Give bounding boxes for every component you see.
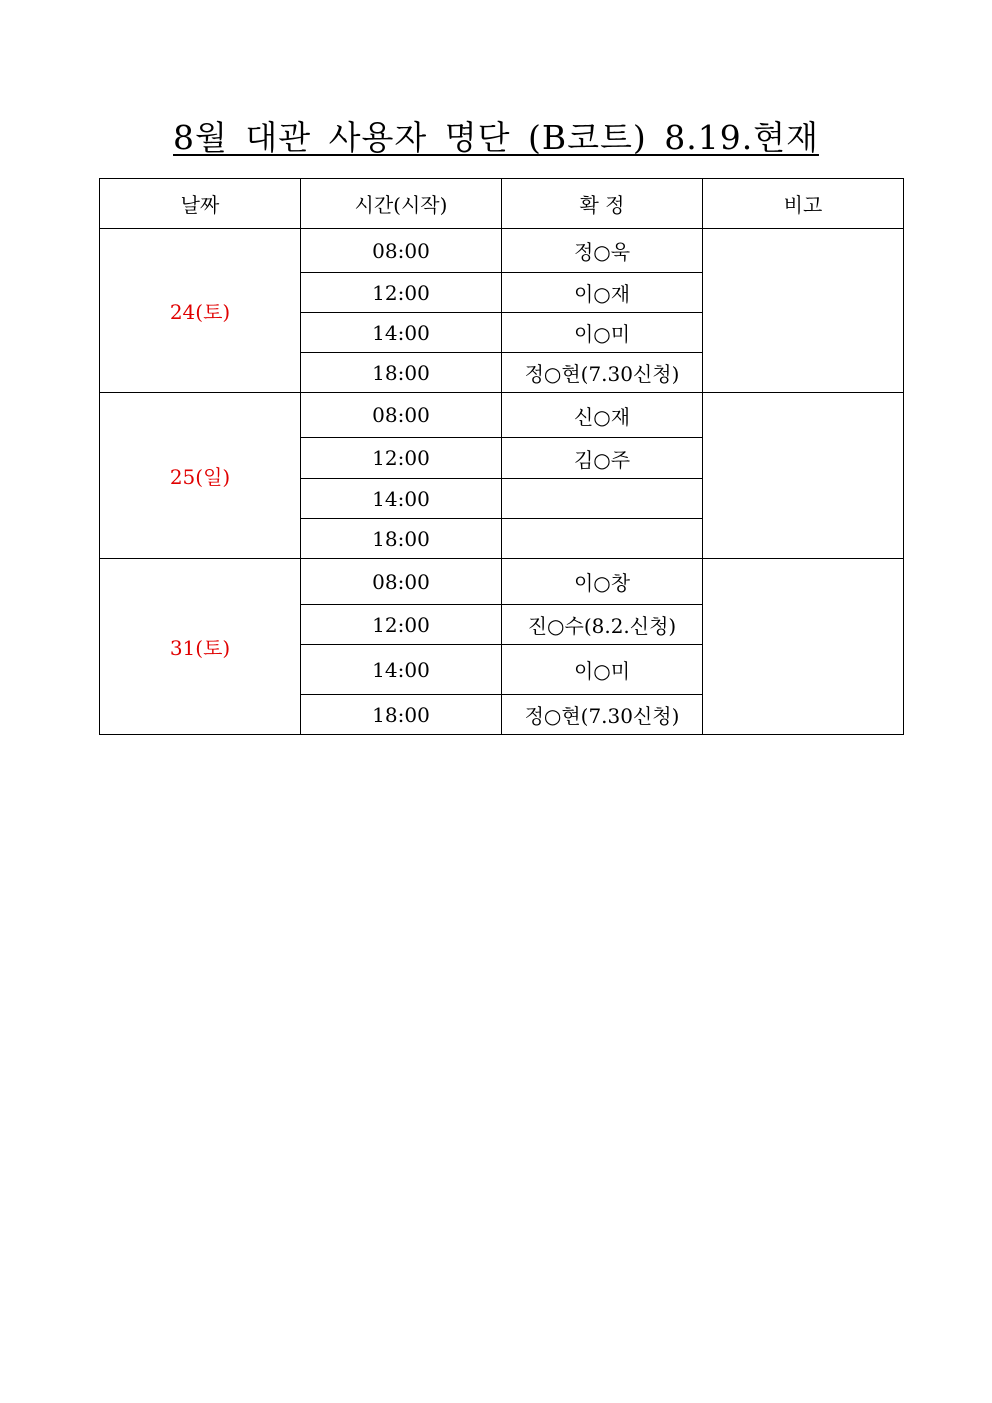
name-cell: 정○현(7.30신청): [502, 353, 703, 393]
time-cell: 18:00: [301, 519, 502, 559]
name-cell: 정○현(7.30신청): [502, 695, 703, 735]
time-cell: 14:00: [301, 645, 502, 695]
page-title: [0, 112, 992, 159]
header-date: 날짜: [100, 179, 301, 229]
name-cell: [502, 479, 703, 519]
time-cell: 12:00: [301, 605, 502, 645]
header-note: 비고: [703, 179, 904, 229]
name-cell: 이○창: [502, 559, 703, 605]
time-cell: 18:00: [301, 353, 502, 393]
time-cell: 12:00: [301, 273, 502, 313]
schedule-table: [99, 178, 904, 735]
header-row: [100, 179, 904, 229]
time-cell: 08:00: [301, 229, 502, 273]
name-cell: 진○수(8.2.신청): [502, 605, 703, 645]
note-cell: [703, 393, 904, 559]
date-cell: 25(일): [100, 393, 301, 559]
header-time: 시간(시작): [301, 179, 502, 229]
time-cell: 08:00: [301, 559, 502, 605]
time-cell: 14:00: [301, 313, 502, 353]
date-cell: 24(토): [100, 229, 301, 393]
date-cell: 31(토): [100, 559, 301, 735]
name-cell: 이○미: [502, 645, 703, 695]
table-row: [100, 229, 904, 273]
name-cell: 정○욱: [502, 229, 703, 273]
name-cell: 이○재: [502, 273, 703, 313]
name-cell: [502, 519, 703, 559]
time-cell: 18:00: [301, 695, 502, 735]
table-row: [100, 559, 904, 605]
name-cell: 신○재: [502, 393, 703, 438]
table-row: [100, 393, 904, 438]
time-cell: 14:00: [301, 479, 502, 519]
header-confirmed: 확 정: [502, 179, 703, 229]
name-cell: 이○미: [502, 313, 703, 353]
name-cell: 김○주: [502, 438, 703, 479]
page-title-text: 8월 대관 사용자 명단 (B코트) 8.19.현재: [173, 118, 819, 157]
note-cell: [703, 229, 904, 393]
time-cell: 12:00: [301, 438, 502, 479]
note-cell: [703, 559, 904, 735]
time-cell: 08:00: [301, 393, 502, 438]
